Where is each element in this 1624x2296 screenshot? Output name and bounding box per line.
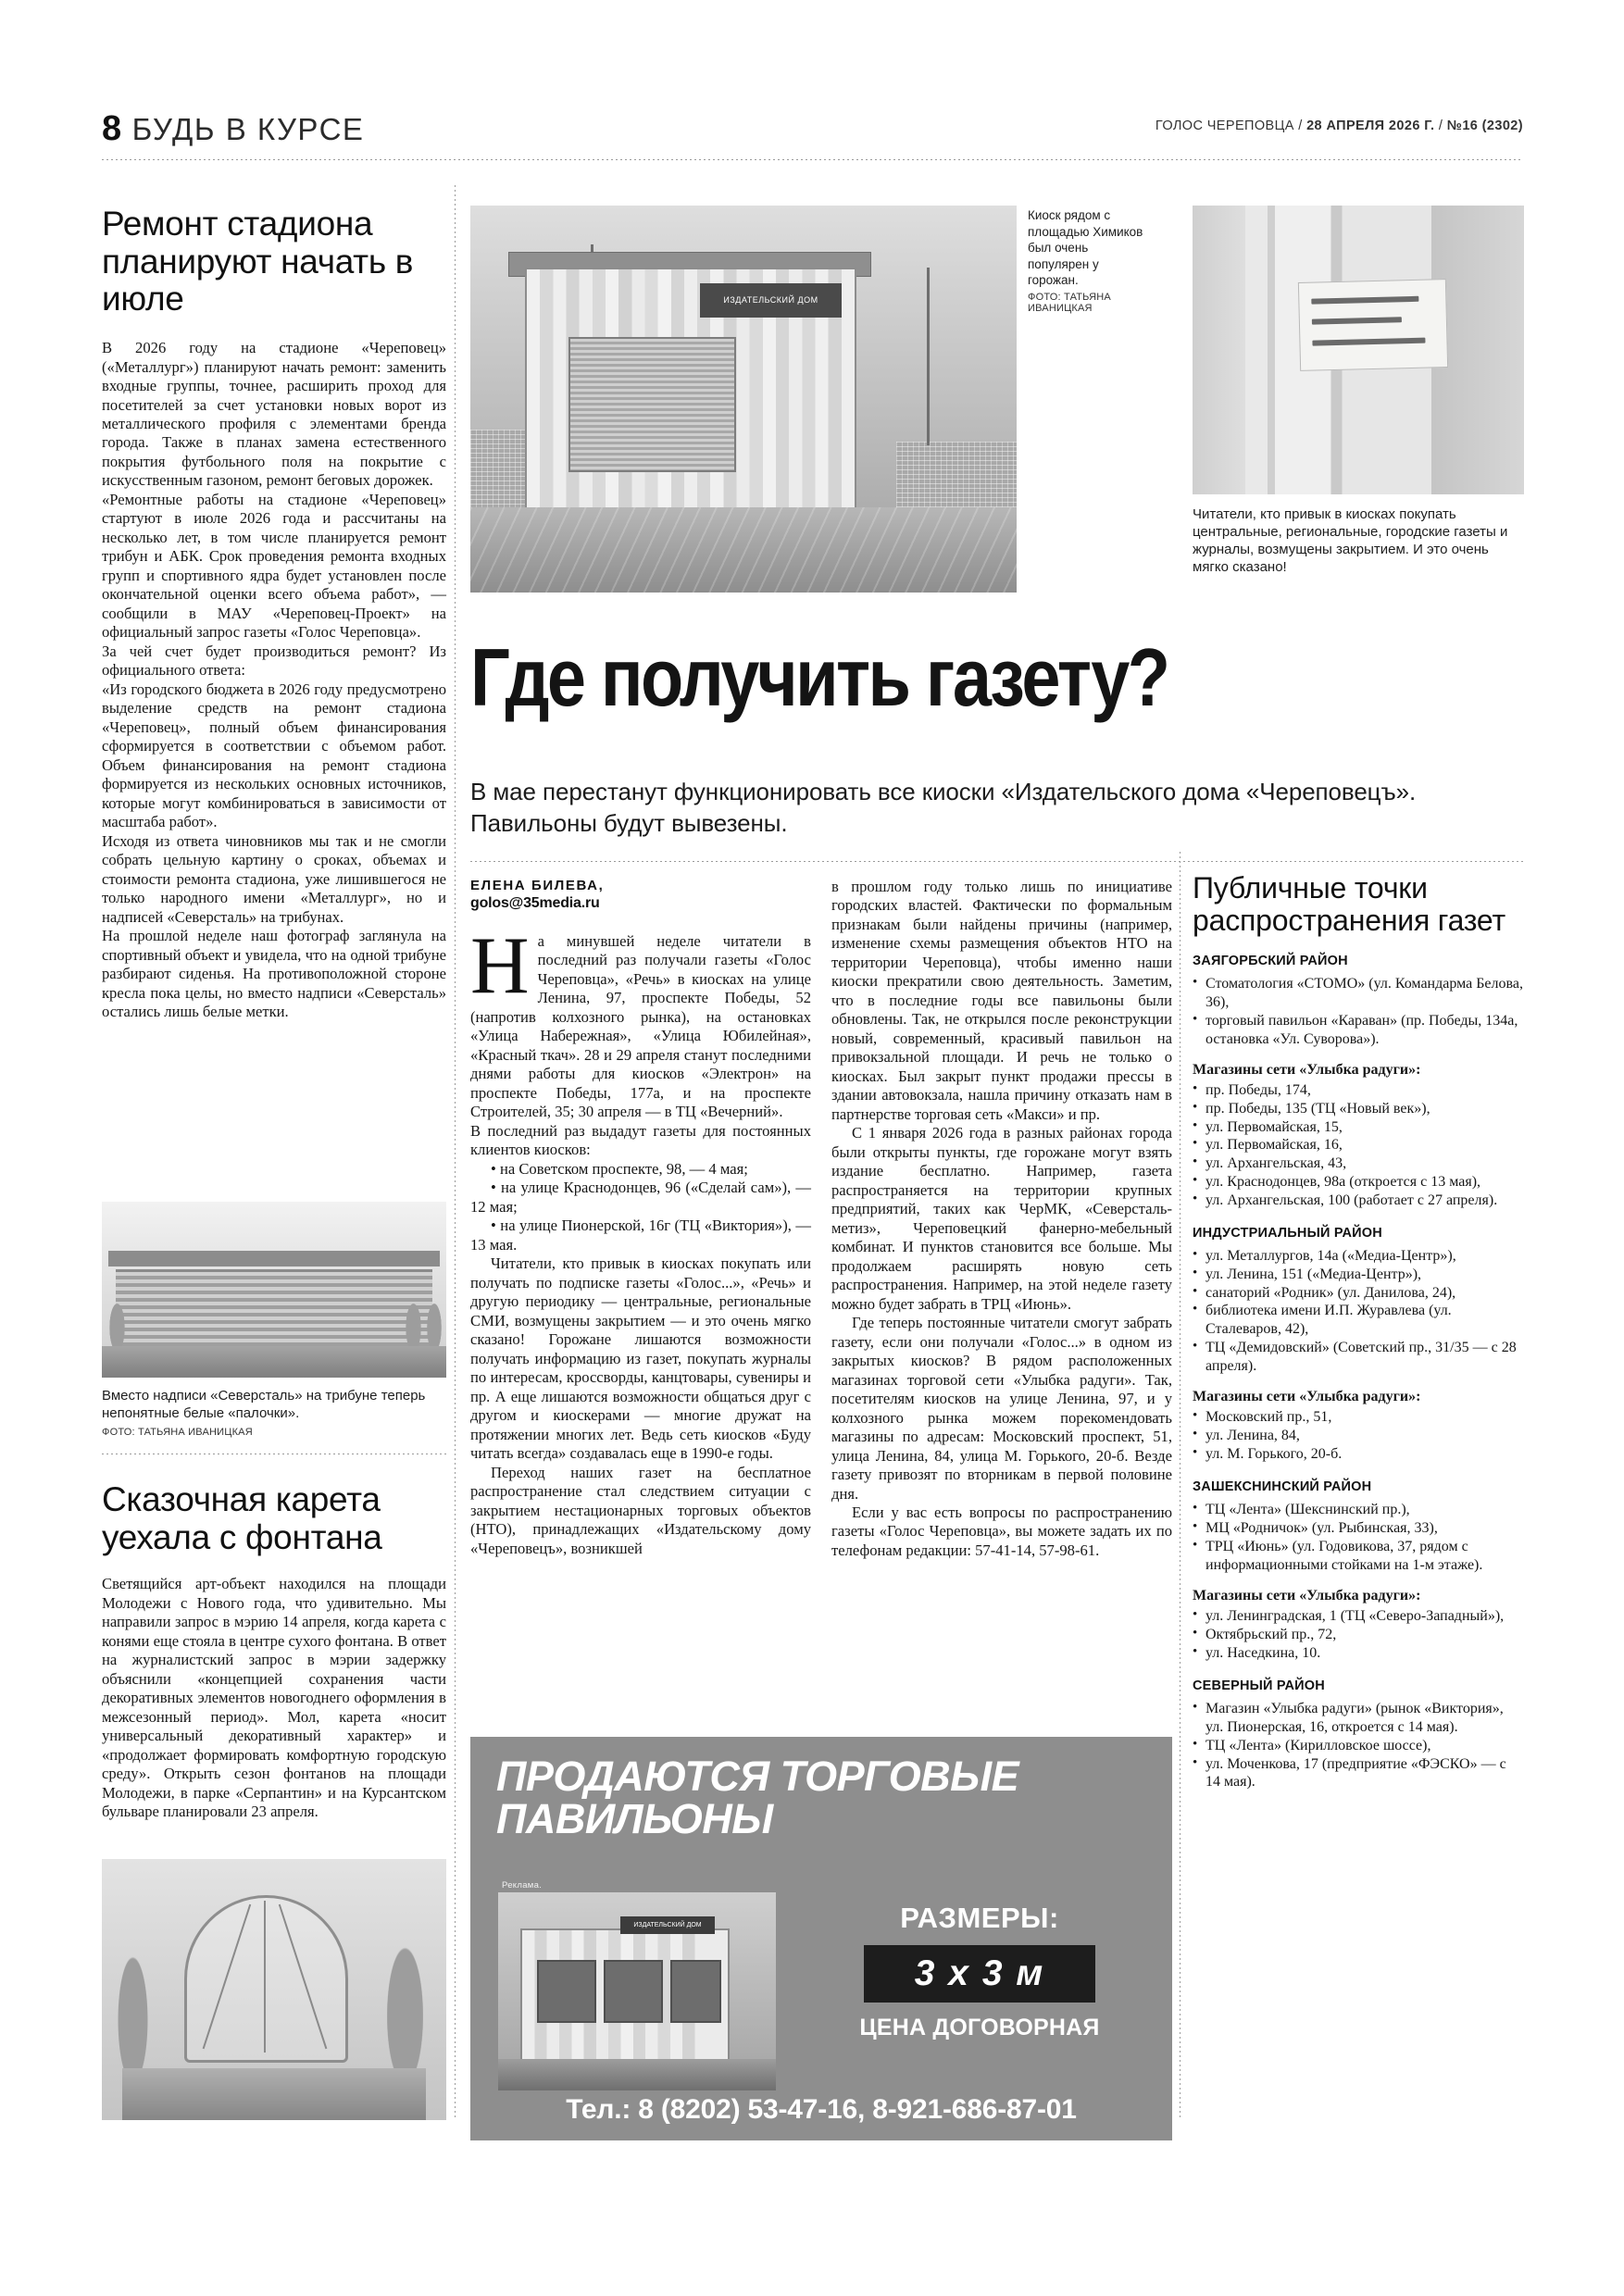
list-item: • пр. Победы, 135 (ТЦ «Новый век»), xyxy=(1193,1100,1524,1118)
notice-line xyxy=(1311,318,1402,325)
article-carriage-body xyxy=(102,1575,446,1821)
kiosk-photo-caption xyxy=(1028,207,1143,289)
advert-size-box xyxy=(864,1945,1095,2003)
main-article-body-1 xyxy=(470,921,811,1558)
drop-cap: Н xyxy=(470,921,530,1011)
advert-pavilion-photo xyxy=(498,1892,776,2090)
bullet-line: • на улице Краснодонцев, 96 («Сделай сам»), — 12 мая; xyxy=(470,1179,811,1216)
advert-sizes-block xyxy=(815,1902,1144,2041)
advert-price: ЦЕНА ДОГОВОРНАЯ xyxy=(859,2015,1100,2040)
list-item: • ул. Ленина, 151 («Медиа-Центр»), xyxy=(1193,1266,1524,1284)
tree-shape xyxy=(426,1300,443,1345)
main-headline: Где получить газету? xyxy=(470,631,1168,723)
chain-subheading: Магазины сети «Улыбка радуги»: xyxy=(1193,1588,1421,1604)
paragraph: На прошлой неделе наш фотограф заглянула на спортивный объект и увидела, что на одной трибуне разбирают сиденья. На противоположной стороне кресла пока целы, но вместо надписи «Северсталь» остались лишь белые метки. xyxy=(102,927,446,1021)
closure-notice-paper xyxy=(1297,279,1447,370)
list-item: • ТРЦ «Июнь» (ул. Годовикова, 37, рядом с информационными стойками на 1-м этаже). xyxy=(1193,1538,1524,1575)
chain-subheading: Магазины сети «Улыбка радуги»: xyxy=(1193,1389,1421,1405)
list-item: • ул. М. Горького, 20-б. xyxy=(1193,1445,1524,1464)
issue-date: 28 АПРЕЛЯ 2026 Г. xyxy=(1306,119,1435,133)
paragraph: Светящийся арт-объект находился на площади Молодежи с Нового года, что удивительно. Мы направили запрос в мэрию 14 апреля, когда карета с конями еще стояла в центре сухого фонтана. В ответ на журналистский запрос в мэрии задержку объяснили «концепцией сохранения части декоративных элементов новогоднего оформления в межсезонный период». Мол, карета «носит универсальный декоративный характер» и «продолжает формировать комфортную городскую среду». Открыть сезон фонтанов на площади Молодежи, в парке «Серпантин» и на Курсантском бульваре планировали 23 апреля. xyxy=(102,1575,446,1821)
main-headline-block xyxy=(470,631,1526,723)
pavilion-sign-text: ИЗДАТЕЛЬСКИЙ ДОМ xyxy=(620,1916,715,1934)
district-item-list xyxy=(1193,1247,1524,1375)
notice-line xyxy=(1312,337,1426,345)
photo-credit: ФОТО: ТАТЬЯНА ИВАНИЦКАЯ xyxy=(1028,291,1111,314)
caption-text: Киоск рядом с площадью Химиков был очень популярен у горожан. xyxy=(1028,208,1143,288)
paragraph-text: а минувшей неделе читатели в последний раз получали газеты «Голос Череповца», «Речь» в киосках на улице Ленина, 97, проспекте Победы, 52 (напротив колхозного рынка), на остановках «Улица Набережная», «Улица Юбилейная», «Красный ткач». 28 и 29 апреля станут последними днями работы для киосков «Электрон» на проспекте Победы, 177а, и на проспекте Строителей, 35; 30 апреля — в ТЦ «Вечерний». xyxy=(470,932,811,1121)
stadium-photo xyxy=(102,1202,446,1378)
paragraph: Переход наших газет на бесплатное распространение стал следствием ситуации с закрытием нестационарных торговых объектов (НТО), принадлежащих «Издательскому дому «Череповецъ», возникшей xyxy=(470,1463,811,1557)
list-item: • библиотека имени И.П. Журавлева (ул. Сталеваров, 42), xyxy=(1193,1302,1524,1339)
list-item: • ул. Металлургов, 14а («Медиа-Центр»), xyxy=(1193,1247,1524,1266)
caption-text: Вместо надписи «Северсталь» на трибуне теперь непонятные белые «палочки». xyxy=(102,1388,426,1422)
kiosk-shutter xyxy=(568,337,736,472)
main-article-divider xyxy=(470,861,1524,862)
page-number: 8 xyxy=(102,109,121,148)
publication-name: ГОЛОС ЧЕРЕПОВЦА xyxy=(1155,119,1294,133)
issue-number: №16 (2302) xyxy=(1446,119,1523,133)
section-title: БУДЬ В КУРСЕ xyxy=(131,112,365,146)
advertisement[interactable] xyxy=(470,1737,1172,2140)
stadium-stand xyxy=(116,1269,432,1350)
list-item: • санаторий «Родник» (ул. Данилова, 24), xyxy=(1193,1284,1524,1303)
paragraph: Читатели, кто привык в киосках покупать или получать по подписке газеты «Голос...», «Речь» и другую периодику — центральные, региональные СМИ, возмущены закрытием — и это очень мягко сказано! Горожане лишаются возможности получать информацию из газет, покупать журналы по интересам, кроссворды, канцтовары, сувениры и пр. А еще лишаются возможности общаться друг с другом и киоскерами — многие дружат на протяжении многих лет. Ведь сеть киосков «Буду читать всегда» создавалась еще в 1990-е годы. xyxy=(470,1254,811,1463)
chain-subheading: Магазины сети «Улыбка радуги»: xyxy=(1193,1062,1421,1079)
tree-shape xyxy=(108,1300,126,1345)
carousel-photo xyxy=(102,1859,446,2120)
sidebar-headline: Публичные точки распространения газет xyxy=(1193,871,1505,938)
carousel-spoke xyxy=(264,1901,266,2053)
article-stadium-headline: Ремонт стадиона планируют начать в июле xyxy=(102,205,414,318)
kiosk-sign-text: ИЗДАТЕЛЬСКИЙ ДОМ xyxy=(700,283,842,318)
door-photo-caption-block xyxy=(1193,505,1524,576)
list-item: • ул. Ленинградская, 1 (ТЦ «Северо-Западный»), xyxy=(1193,1607,1524,1626)
district-heading: ЗАШЕКСНИНСКИЙ РАЙОН xyxy=(1193,1479,1372,1495)
building-shape xyxy=(896,442,1017,507)
paragraph: в прошлом году только лишь по инициативе городских властей. Фактически по формальным признакам были найдены причины (например, изменение схемы размещения объектов НТО на территории Череповца), чтобы именно наши киоски прекратили свою деятельность. Заметим, что в последние годы все павильоны были обновлены. Так, не открылся после реконструкции новый, современный, красивый павильон на привокзальной площади. И речь не только о киосках. Был закрыт пункт продажи прессы в здании автовокзала, нашла причину отказать нам в партнерстве торговая сеть «Макси» и пр. xyxy=(831,878,1172,1123)
notice-line xyxy=(1310,296,1418,305)
list-item: • ТЦ «Демидовский» (Советский пр., 31/35 — с 28 апреля). xyxy=(1193,1339,1524,1376)
stadium-photo-caption-block xyxy=(102,1387,446,1440)
pavilion-window xyxy=(604,1960,663,2023)
article-carriage xyxy=(102,1481,446,1822)
masthead-divider xyxy=(102,159,1523,160)
chain-item-list xyxy=(1193,1408,1524,1463)
distribution-list xyxy=(1193,954,1524,1791)
paragraph: Если у вас есть вопросы по распространению газеты «Голос Череповца», вы можете задать их по телефонам редакции: 57-41-14, 57-98-61. xyxy=(831,1503,1172,1559)
advert-sizes-label: РАЗМЕРЫ: xyxy=(900,1902,1059,1934)
photo-ground xyxy=(498,2059,776,2090)
stadium-photo-caption xyxy=(102,1387,446,1440)
masthead xyxy=(102,109,1523,150)
kiosk-photo-caption-block xyxy=(1028,207,1143,314)
list-item: • ул. Первомайская, 15, xyxy=(1193,1118,1524,1137)
carousel-base xyxy=(122,2068,425,2120)
advert-label: Реклама. xyxy=(502,1880,543,1890)
list-item: • ул. Архангельская, 100 (работает с 27 апреля). xyxy=(1193,1192,1524,1210)
bullet-line: • на улице Пионерской, 16г (ТЦ «Виктория»), — 13 мая. xyxy=(470,1217,811,1254)
list-item: • ул. Моченкова, 17 (предприятие «ФЭСКО» — с 14 мая). xyxy=(1193,1755,1524,1792)
list-item: • ТЦ «Лента» (Кирилловское шоссе), xyxy=(1193,1737,1524,1755)
tree-shape xyxy=(116,1948,150,2068)
district-item-list xyxy=(1193,975,1524,1048)
masthead-left xyxy=(102,109,364,149)
list-item: • Стоматология «СТОМО» (ул. Командарма Белова, 36), xyxy=(1193,975,1524,1012)
bullet-line: • на Советском проспекте, 98, — 4 мая; xyxy=(491,1159,748,1178)
masthead-sep-1: / xyxy=(1298,119,1307,133)
main-article-column-1 xyxy=(470,878,811,1558)
chain-item-list xyxy=(1193,1737,1524,1791)
main-deck-block xyxy=(470,776,1489,840)
tree-shape xyxy=(405,1300,422,1345)
main-article-column-2 xyxy=(831,878,1172,1560)
main-article-body-2 xyxy=(831,878,1172,1560)
list-item: • ул. Первомайская, 16, xyxy=(1193,1136,1524,1154)
chain-item-list xyxy=(1193,1081,1524,1209)
door-photo-caption: Читатели, кто привык в киосках покупать центральные, региональные, городские газеты и журналы, возмущены закрытием. И это очень мягко сказано! xyxy=(1193,506,1508,576)
list-item: • Магазин «Улыбка радуги» (рынок «Виктория», ул. Пионерская, 16, откроется с 14 мая). xyxy=(1193,1700,1524,1737)
pavement-texture xyxy=(470,507,1017,593)
list-item: • ул. Наседкина, 10. xyxy=(1193,1644,1524,1663)
paragraph: Где теперь постоянные читатели смогут забрать газету, если они получали «Голос...» в одном из закрытых киосков? В рядом расположенных магазинах торговой сети «Улыбка радуги». Так, посетителям киосков на улице Ленина, 97, и у колхозного рынка можем порекомендовать магазины по адресам: Московский проспект, 51, улица Ленина, 84, улица М. Горького, 20-б. Везде газету привозят по вторникам в первой половине дня. xyxy=(831,1314,1172,1503)
advert-headline: ПРОДАЮТСЯ ТОРГОВЫЕ ПАВИЛЬОНЫ xyxy=(496,1753,1019,1843)
kiosk-photo xyxy=(470,206,1017,593)
district-heading: ЗАЯГОРБСКИЙ РАЙОН xyxy=(1193,954,1348,969)
stadium-roof xyxy=(108,1251,439,1267)
paragraph: В 2026 году на стадионе «Череповец» («Металлург») планируют начать ремонт: заменить входные группы, точнее, расширить проход для посетителей за счет установки новых ворот из металлического профиля с элементами бренда города. Также в планах замена естественного покрытия футбольного поля на покрытие с искусственным газоном, ремонт беговых дорожек. xyxy=(102,339,446,490)
byline-email: golos@35media.ru xyxy=(470,895,600,911)
paragraph: «Ремонтные работы на стадионе «Череповец» стартуют в июле 2026 года и рассчитаны на несколько лет, в том числе планируется ремонт трибун и АБК. Срок проведения ремонта входных групп и спортивного ядра будет установлен после окончательной оценки всего объема работ», — сообщили в МАУ «Череповец-Проект» на официальный запрос газеты «Голос Череповца». xyxy=(102,490,446,642)
list-item: • Октябрьский пр., 72, xyxy=(1193,1626,1524,1644)
column-rule-3 xyxy=(1180,852,1181,2120)
paragraph: В последний раз выдадут газеты для постоянных клиентов киосков: xyxy=(470,1121,811,1159)
district-item-list xyxy=(1193,1700,1524,1737)
masthead-sep-2: / xyxy=(1438,119,1447,133)
stadium-field xyxy=(102,1346,446,1378)
main-deck: В мае перестанут функционировать все киоски «Издательского дома «Череповецъ». Павильоны будут вывезены. xyxy=(470,778,1417,838)
paragraph: С 1 января 2026 года в разных районах города были открыты пункты, где горожане могут взять издание бесплатно. Например, газета распространяется на территории крупных предприятий, таких как ЧерМК, «Северсталь-метиз», Череповецкий фанерно-мебельный комбинат. И пунктов становится все больше. Мы продолжаем расширять новую сеть распространения. Например, на этой неделе газету можно будет забрать в ТРЦ «Июнь». xyxy=(831,1124,1172,1313)
pavilion-window xyxy=(670,1960,721,2023)
paragraph: «Из городского бюджета в 2026 году предусмотрено выделение средств на ремонт стадиона «Череповец», полный объем финансирования сформируется в соответствии с объемом работ. Объем финансирования на ремонт стадиона формируется из нескольких основных источников, которые могут комбинироваться в зависимости от масштаба работ». xyxy=(102,680,446,831)
article-stadium xyxy=(102,206,446,1022)
list-item: • ул. Краснодонцев, 98а (откроется с 13 мая), xyxy=(1193,1173,1524,1192)
list-item: • Московский пр., 51, xyxy=(1193,1408,1524,1427)
district-heading: СЕВЕРНЫЙ РАЙОН xyxy=(1193,1678,1325,1694)
paragraph: Исходя из ответа чиновников мы так и не смогли собрать цельную картину о сроках, объемах и стоимости ремонта стадиона, уже лишившегося не только народного имени «Металлург», но и надписей «Северсталь» на трибунах. xyxy=(102,831,446,926)
list-item: • МЦ «Родничок» (ул. Рыбинская, 33), xyxy=(1193,1519,1524,1538)
chain-item-list xyxy=(1193,1607,1524,1662)
advert-phone[interactable]: Тел.: 8 (8202) 53-47-16, 8-921-686-87-01 xyxy=(566,2094,1077,2125)
article-stadium-body xyxy=(102,339,446,1021)
list-item: • торговый павильон «Караван» (пр. Победы, 134а, остановка «Ул. Суворова»). xyxy=(1193,1012,1524,1049)
district-item-list xyxy=(1193,1501,1524,1574)
paragraph-with-dropcap xyxy=(470,921,811,1122)
byline-author: ЕЛЕНА БИЛЕВА, xyxy=(470,878,605,893)
photo-credit: ФОТО: ТАТЬЯНА ИВАНИЦКАЯ xyxy=(102,1427,253,1439)
pole-shape xyxy=(927,268,930,445)
list-item: • ул. Ленина, 84, xyxy=(1193,1427,1524,1445)
tree-shape xyxy=(384,1938,426,2068)
distribution-sidebar xyxy=(1193,872,1524,1791)
district-heading: ИНДУСТРИАЛЬНЫЙ РАЙОН xyxy=(1193,1226,1382,1242)
list-item: • ул. Архангельская, 43, xyxy=(1193,1154,1524,1173)
masthead-issue-line xyxy=(1156,119,1523,133)
article-carriage-headline: Сказочная карета уехала с фонтана xyxy=(102,1480,382,1556)
list-item: • пр. Победы, 174, xyxy=(1193,1081,1524,1100)
pavilion-window xyxy=(537,1960,596,2023)
advert-size-value: 3 х 3 м xyxy=(914,1953,1045,1993)
list-item: • ТЦ «Лента» (Шекснинский пр.), xyxy=(1193,1501,1524,1519)
column-rule-1 xyxy=(455,185,456,2120)
door-notice-photo xyxy=(1193,206,1524,494)
paragraph: За чей счет будет производиться ремонт? Из официального ответа: xyxy=(102,642,446,680)
